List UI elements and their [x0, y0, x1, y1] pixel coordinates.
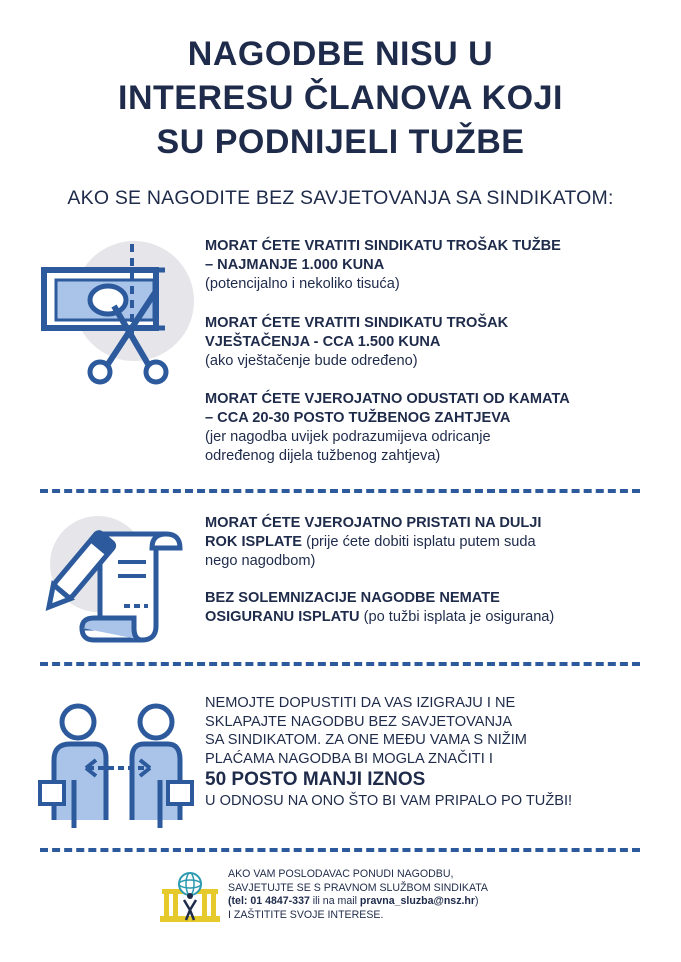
footer-contact: AKO VAM POSLODAVAC PONUDI NAGODBU, SAVJETUJTE SE S PRAVNOM SLUŽBOM SINDIKATA (tel: 01 4847-337 ili na mail pravna_sluzba@nsz.hr) I ZAŠTITITE SVOJE INTERESE. — [228, 868, 488, 921]
section3-text: NEMOJTE DOPUSTITI DA VAS IZIGRAJU I NE SKLAPAJTE NAGODBU BEZ SAVJETOVANJA SA SINDIKATOM. ZA ONE MEĐU VAMA S NIŽIM PLAĆAMA NAGODBA BI MOGLA ZNAČITI I 50 POSTO MANJI IZNOS U ODNOSU NA ONO ŠTO BI VAM PRIPALO PO TUŽBI! — [205, 695, 573, 809]
people-exchange-icon — [38, 700, 198, 832]
section2-item2: BEZ SOLEMNIZACIJE NAGODBE NEMATE OSIGURANU ISPLATU (po tužbi isplata je osigurana) — [205, 590, 555, 625]
money-scissors-icon — [38, 236, 203, 386]
title-line-2: INTERESU ČLANOVA KOJI — [118, 79, 563, 117]
section1-item1: MORAT ĆETE VRATITI SINDIKATU TROŠAK TUŽBE – NAJMANJE 1.000 KUNA (potencijalno i nekoliko tisuća) — [205, 238, 561, 292]
divider-3 — [40, 848, 640, 852]
footer-phone: (tel: 01 4847-337 — [228, 895, 310, 907]
page-title — [0, 32, 681, 164]
divider-1 — [40, 489, 640, 493]
divider-2 — [40, 662, 640, 666]
title-line-1: NAGODBE NISU U — [187, 35, 494, 73]
section2-item1: MORAT ĆETE VJEROJATNO PRISTATI NA DULJI ROK ISPLATE (prije ćete dobiti isplatu putem suda nego nagodbom) — [205, 515, 542, 569]
section1-item2: MORAT ĆETE VRATITI SINDIKATU TROŠAK VJEŠTAČENJA - CCA 1.500 KUNA (ako vještačenje bude određeno) — [205, 315, 509, 369]
section1-item3: MORAT ĆETE VJEROJATNO ODUSTATI OD KAMATA – CCA 20-30 POSTO TUŽBENOG ZAHTJEVA (jer nagodba uvijek podrazumijeva odricanje određenog dijela tužbenog zahtjeva) — [205, 391, 570, 464]
subtitle: AKO SE NAGODITE BEZ SAVJETOVANJA SA SINDIKATOM: — [67, 187, 614, 209]
union-logo — [158, 870, 222, 924]
highlight-amount: 50 POSTO MANJI IZNOS — [205, 769, 426, 790]
pen-document-icon — [38, 514, 198, 649]
footer-email-link[interactable]: pravna_sluzba@nsz.hr — [359, 895, 476, 907]
title-line-3: SU PODNIJELI TUŽBE — [156, 123, 525, 161]
